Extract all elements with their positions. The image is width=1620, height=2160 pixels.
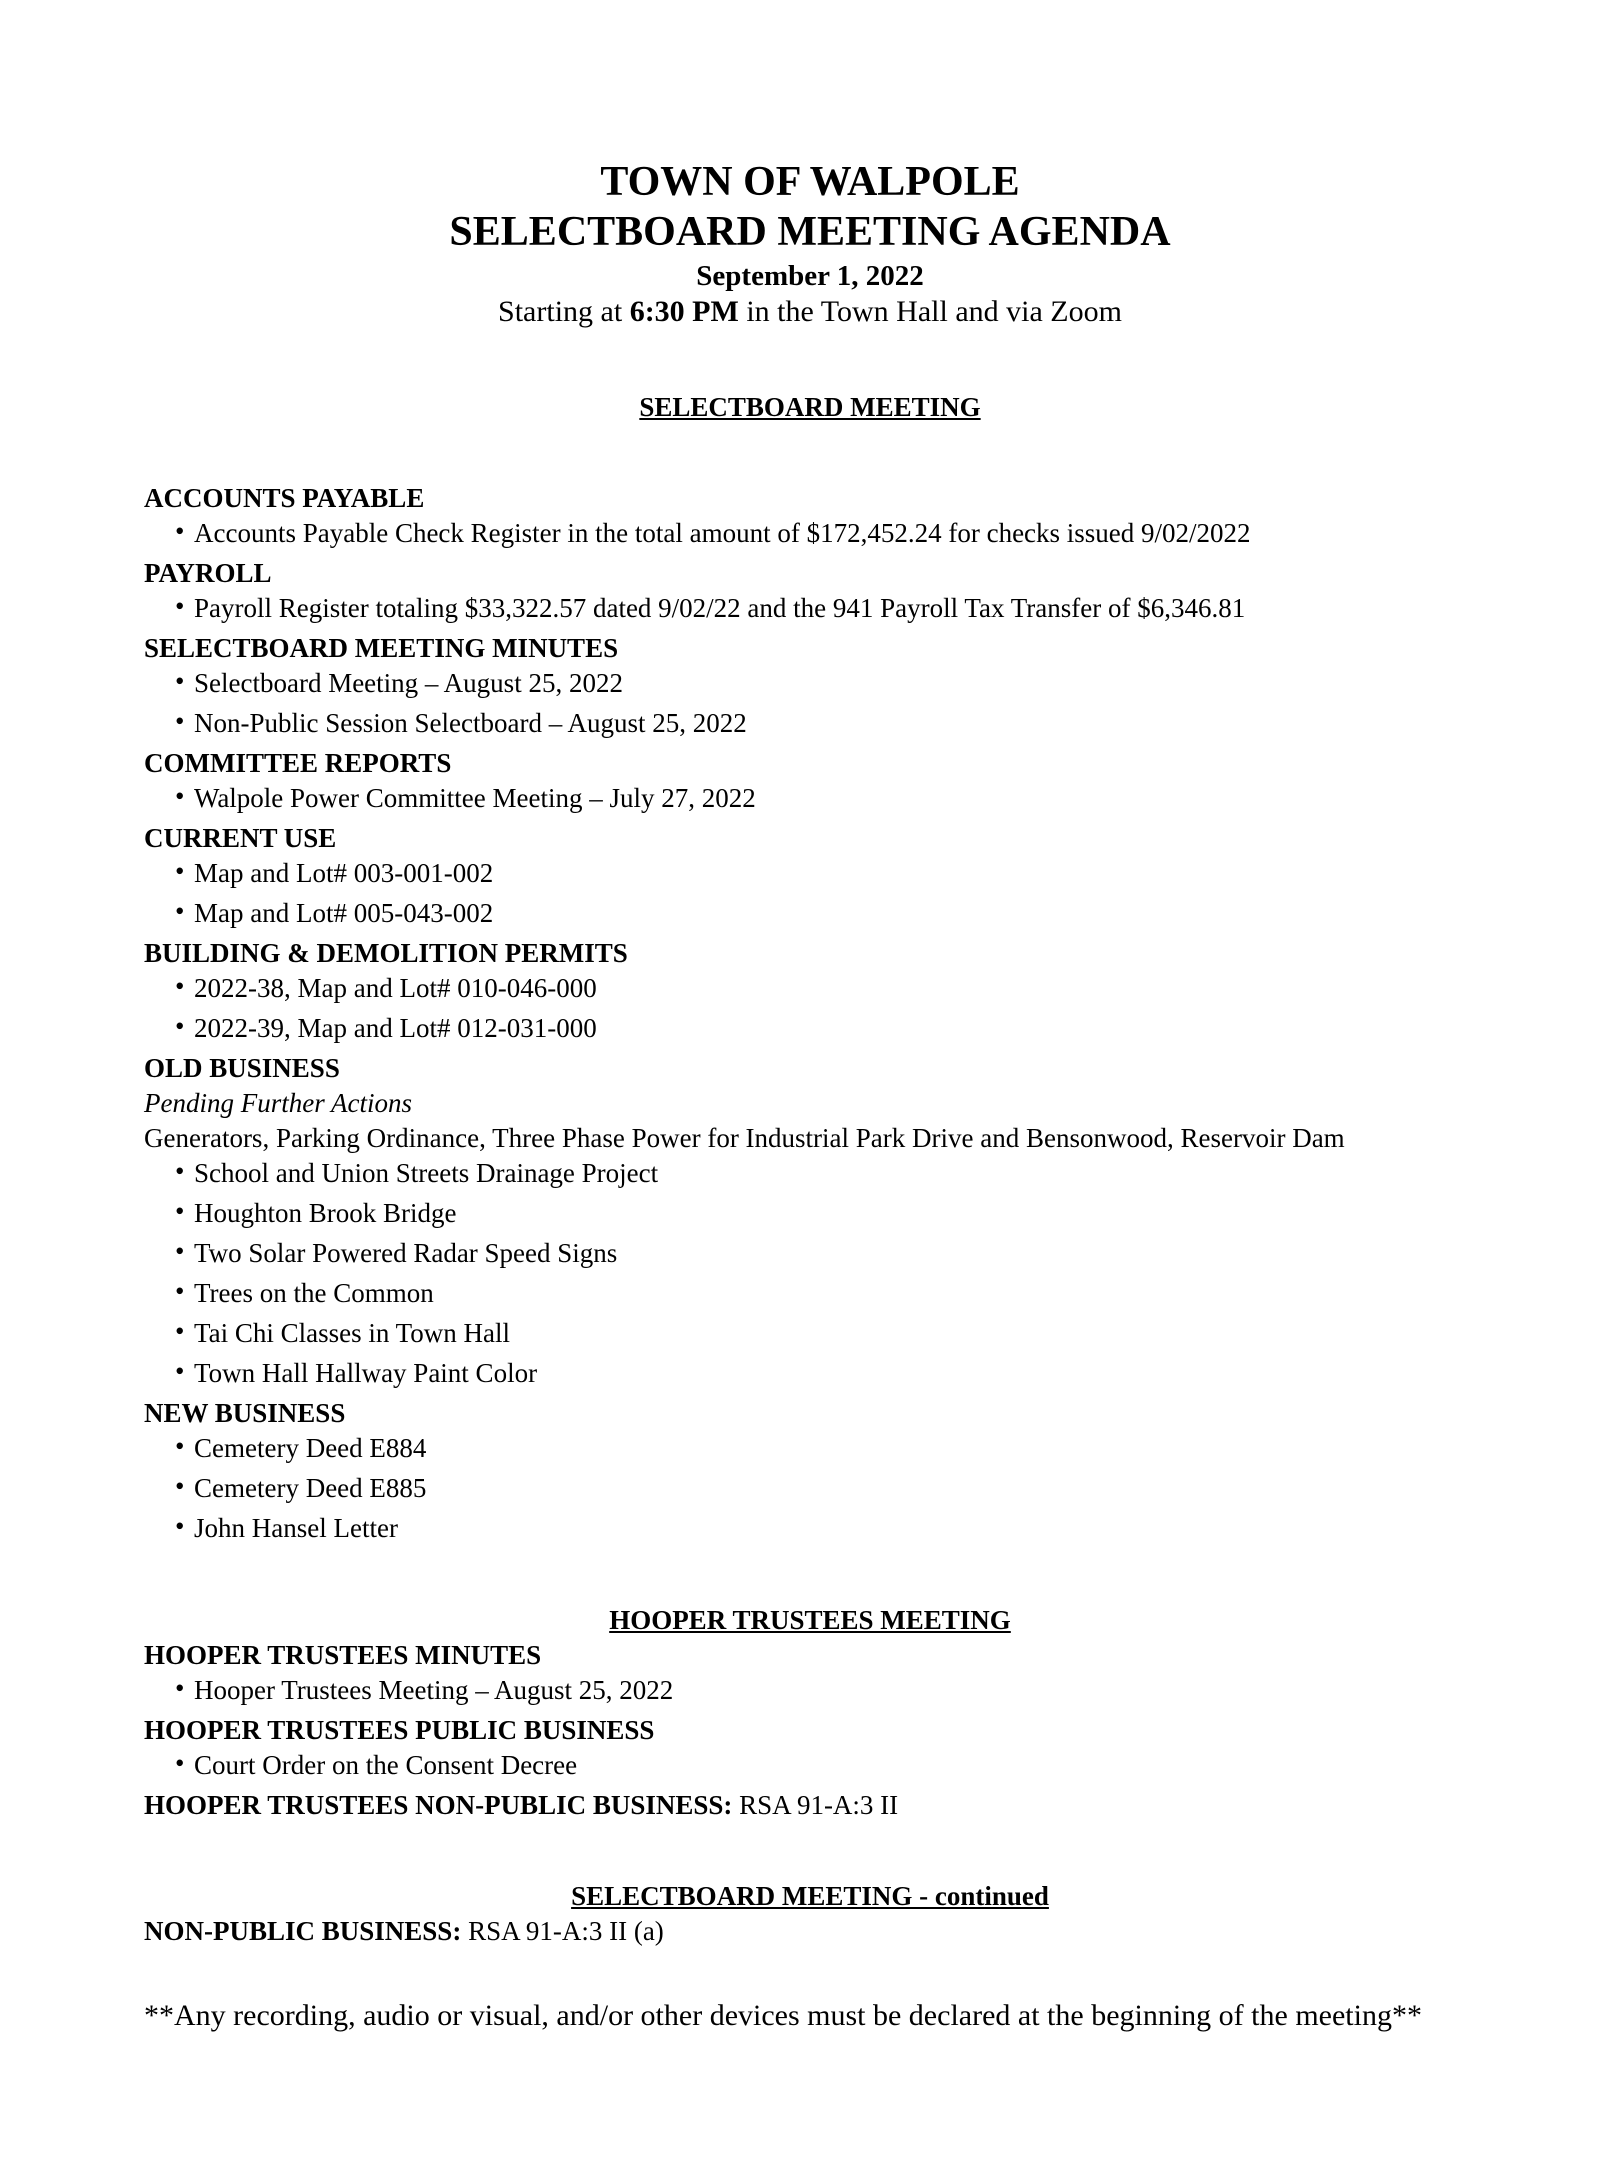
- hooper-public-business-heading: HOOPER TRUSTEES PUBLIC BUSINESS: [144, 1715, 655, 1745]
- list-item: • Tai Chi Classes in Town Hall: [194, 1317, 510, 1349]
- town-title: TOWN OF WALPOLE: [600, 159, 1020, 205]
- list-item: • Trees on the Common: [194, 1277, 434, 1309]
- committee-reports-heading: COMMITTEE REPORTS: [144, 748, 452, 778]
- list-item: • Map and Lot# 005-043-002: [194, 897, 493, 929]
- list-item: • 2022-38, Map and Lot# 010-046-000: [194, 972, 597, 1004]
- continued-section-title: SELECTBOARD MEETING - continued: [571, 1881, 1049, 1911]
- list-item: • Cemetery Deed E884: [194, 1432, 426, 1464]
- new-business-heading: NEW BUSINESS: [144, 1398, 346, 1428]
- list-item: • Cemetery Deed E885: [194, 1472, 426, 1504]
- meeting-date: September 1, 2022: [696, 260, 924, 292]
- hooper-non-public-heading: HOOPER TRUSTEES NON-PUBLIC BUSINESS:: [144, 1790, 733, 1820]
- recording-notice: **Any recording, audio or visual, and/or other devices must be declared at the beginning of the meeting**: [144, 1999, 1422, 2032]
- list-item: • Court Order on the Consent Decree: [194, 1749, 577, 1781]
- list-item: • Hooper Trustees Meeting – August 25, 2022: [194, 1674, 673, 1706]
- list-item: • Selectboard Meeting – August 25, 2022: [194, 667, 623, 699]
- hooper-non-public-line: [144, 1789, 898, 1821]
- selectboard-section-title: SELECTBOARD MEETING: [639, 392, 981, 422]
- list-item: • Two Solar Powered Radar Speed Signs: [194, 1237, 617, 1269]
- list-item: • School and Union Streets Drainage Project: [194, 1157, 658, 1189]
- accounts-payable-heading: ACCOUNTS PAYABLE: [144, 483, 425, 513]
- list-item: • Accounts Payable Check Register in the total amount of $172,452.24 for checks issued 9/02/2022: [194, 517, 1251, 549]
- list-item: • Town Hall Hallway Paint Color: [194, 1357, 537, 1389]
- permits-heading: BUILDING & DEMOLITION PERMITS: [144, 938, 628, 968]
- pending-text: Generators, Parking Ordinance, Three Phase Power for Industrial Park Drive and Bensonwood, Reservoir Dam: [144, 1123, 1345, 1153]
- list-item: • Payroll Register totaling $33,322.57 dated 9/02/22 and the 941 Payroll Tax Transfer of $6,346.81: [194, 592, 1245, 624]
- list-item: • Walpole Power Committee Meeting – July 27, 2022: [194, 782, 756, 814]
- start-time: 6:30 PM: [629, 295, 739, 328]
- pending-label: Pending Further Actions: [144, 1088, 412, 1118]
- non-public-heading: NON-PUBLIC BUSINESS:: [144, 1916, 462, 1946]
- agenda-title: SELECTBOARD MEETING AGENDA: [449, 209, 1171, 255]
- list-item: • Non-Public Session Selectboard – August 25, 2022: [194, 707, 747, 739]
- hooper-section-title: HOOPER TRUSTEES MEETING: [609, 1605, 1011, 1635]
- non-public-line: [144, 1915, 664, 1947]
- minutes-heading: SELECTBOARD MEETING MINUTES: [144, 633, 619, 663]
- list-item: • Map and Lot# 003-001-002: [194, 857, 493, 889]
- old-business-heading: OLD BUSINESS: [144, 1053, 340, 1083]
- hooper-minutes-heading: HOOPER TRUSTEES MINUTES: [144, 1640, 542, 1670]
- non-public-text: RSA 91-A:3 II (a): [461, 1916, 664, 1946]
- list-item: • John Hansel Letter: [194, 1512, 398, 1544]
- start-prefix: Starting at: [498, 295, 630, 328]
- meeting-start-line: [0, 294, 1620, 330]
- list-item: • 2022-39, Map and Lot# 012-031-000: [194, 1012, 597, 1044]
- hooper-non-public-text: RSA 91-A:3 II: [732, 1790, 899, 1820]
- payroll-heading: PAYROLL: [144, 558, 272, 588]
- list-item: • Houghton Brook Bridge: [194, 1197, 457, 1229]
- current-use-heading: CURRENT USE: [144, 823, 337, 853]
- start-suffix: in the Town Hall and via Zoom: [738, 295, 1122, 328]
